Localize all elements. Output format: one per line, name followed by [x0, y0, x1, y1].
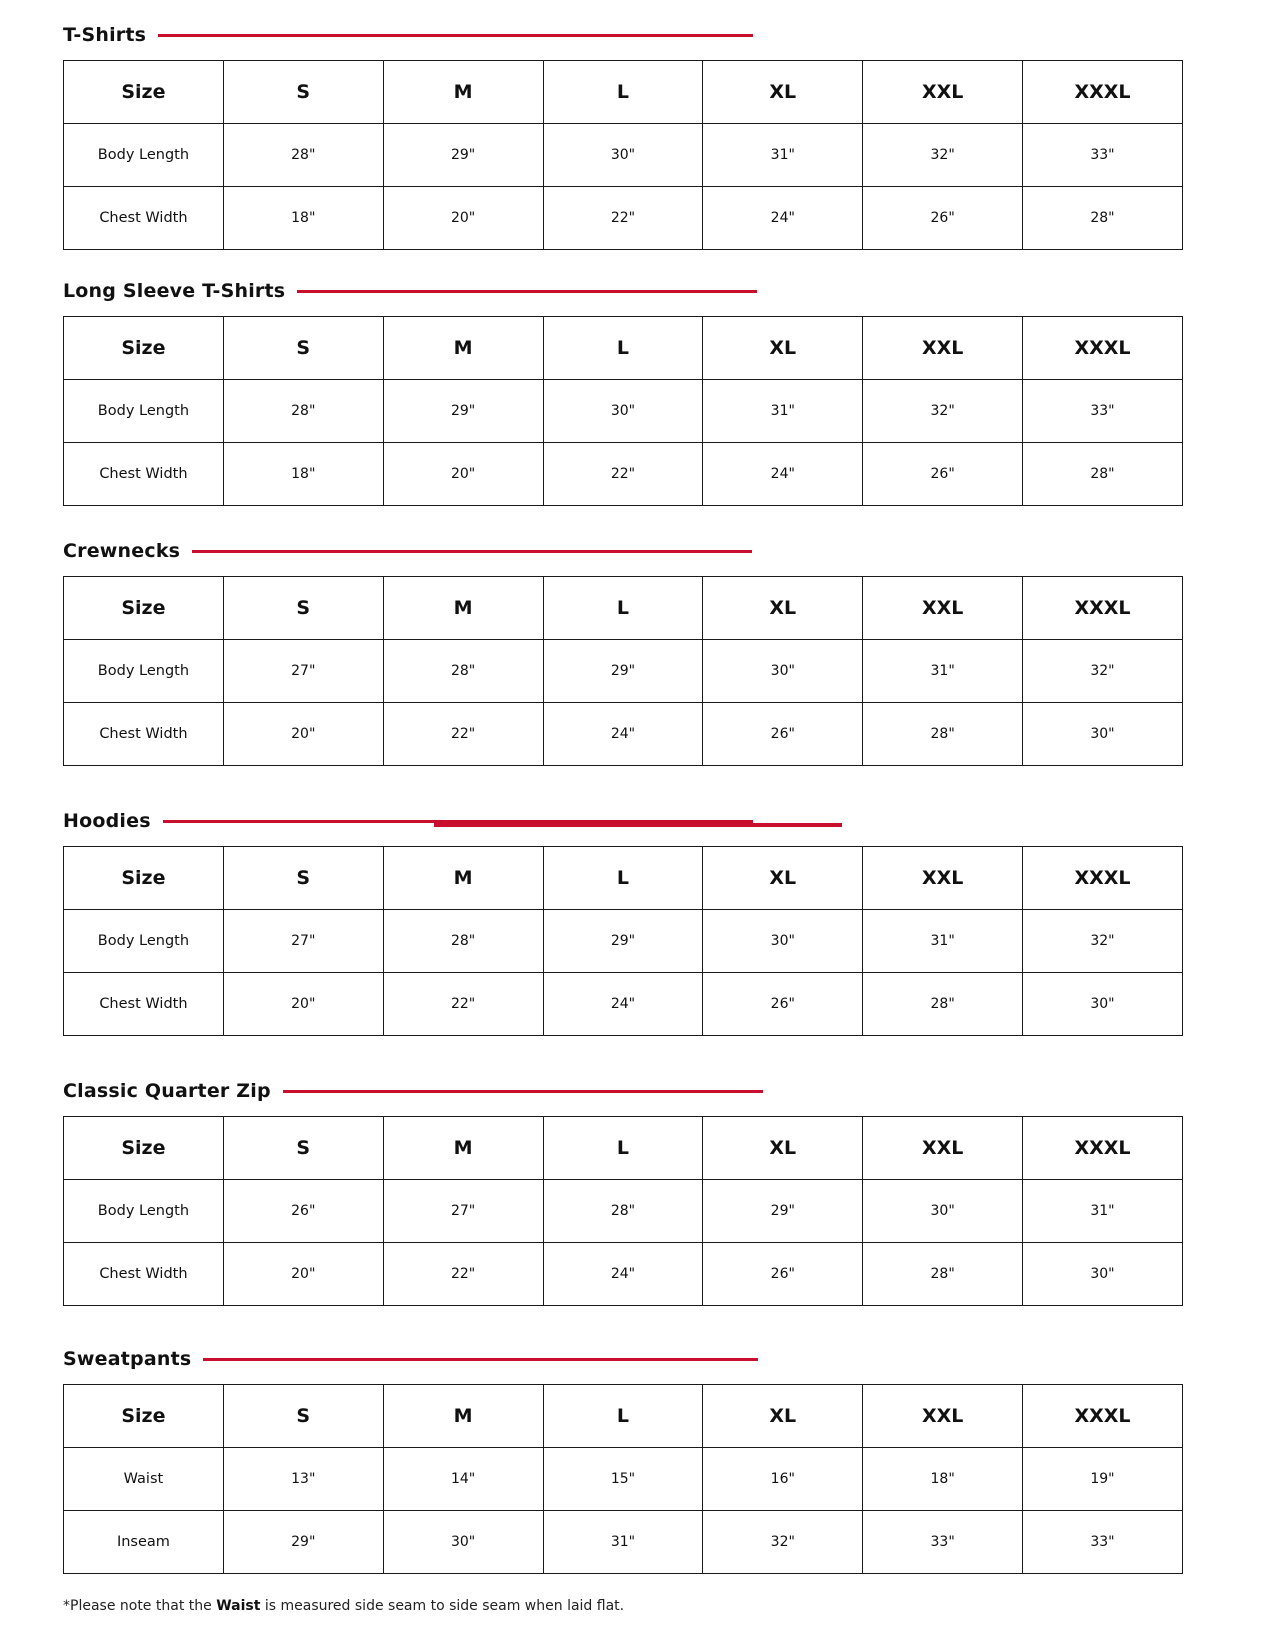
measurement-cell: 30"	[543, 380, 703, 443]
size-header-l: L	[543, 1385, 703, 1448]
table-header-row	[64, 577, 1183, 640]
measurement-cell: 28"	[223, 380, 383, 443]
measurement-cell: 20"	[223, 1243, 383, 1306]
size-header-xl: XL	[703, 61, 863, 124]
size-header-s: S	[223, 317, 383, 380]
size-header-xxl: XXL	[863, 847, 1023, 910]
size-header-xxl: XXL	[863, 1385, 1023, 1448]
table-row	[64, 1180, 1183, 1243]
size-table-t-shirts	[63, 60, 1183, 250]
section-title: Classic Quarter Zip	[63, 1080, 271, 1102]
measurement-cell: 27"	[223, 910, 383, 973]
table-row	[64, 973, 1183, 1036]
measurement-cell: 32"	[863, 380, 1023, 443]
table-header-row	[64, 1117, 1183, 1180]
section-heading	[63, 276, 757, 306]
measurement-cell: 28"	[863, 973, 1023, 1036]
measurement-cell: 32"	[1023, 640, 1183, 703]
measurement-cell: 30"	[1023, 973, 1183, 1036]
size-table-crewnecks	[63, 576, 1183, 766]
measurement-cell: 26"	[703, 703, 863, 766]
size-header-xxl: XXL	[863, 577, 1023, 640]
row-label: Body Length	[64, 124, 224, 187]
measurement-cell: 24"	[543, 703, 703, 766]
section-heading	[63, 1344, 758, 1374]
size-header-xl: XL	[703, 317, 863, 380]
footnote	[63, 1598, 624, 1614]
measurement-cell: 31"	[703, 124, 863, 187]
measurement-cell: 29"	[223, 1511, 383, 1574]
table-header-row	[64, 1385, 1183, 1448]
measurement-cell: 28"	[383, 640, 543, 703]
measurement-cell: 24"	[543, 973, 703, 1036]
table-row	[64, 1448, 1183, 1511]
measurement-cell: 20"	[383, 187, 543, 250]
size-header-xxxl: XXXL	[1023, 61, 1183, 124]
heading-red-rule	[283, 1090, 763, 1093]
measurement-cell: 28"	[223, 124, 383, 187]
row-label: Body Length	[64, 380, 224, 443]
measurement-cell: 26"	[863, 443, 1023, 506]
measurement-cell: 28"	[1023, 187, 1183, 250]
size-header-cell: Size	[64, 317, 224, 380]
section-heading	[63, 536, 752, 566]
table-row	[64, 187, 1183, 250]
measurement-cell: 14"	[383, 1448, 543, 1511]
measurement-cell: 20"	[383, 443, 543, 506]
measurement-cell: 33"	[1023, 124, 1183, 187]
section-heading	[63, 20, 753, 50]
size-header-l: L	[543, 61, 703, 124]
measurement-cell: 30"	[543, 124, 703, 187]
size-header-cell: Size	[64, 61, 224, 124]
table-row	[64, 124, 1183, 187]
table-header-row	[64, 61, 1183, 124]
size-header-cell: Size	[64, 1385, 224, 1448]
table-row	[64, 1243, 1183, 1306]
size-header-xxxl: XXXL	[1023, 577, 1183, 640]
measurement-cell: 22"	[543, 187, 703, 250]
size-header-xxxl: XXXL	[1023, 317, 1183, 380]
footnote-bold: Waist	[216, 1598, 261, 1614]
row-label: Chest Width	[64, 443, 224, 506]
measurement-cell: 28"	[383, 910, 543, 973]
section-title: Sweatpants	[63, 1348, 192, 1370]
measurement-cell: 29"	[383, 124, 543, 187]
measurement-cell: 33"	[863, 1511, 1023, 1574]
table-row	[64, 640, 1183, 703]
table-row	[64, 1511, 1183, 1574]
row-label: Body Length	[64, 640, 224, 703]
size-table-sweatpants	[63, 1384, 1183, 1574]
measurement-cell: 26"	[863, 187, 1023, 250]
table-row	[64, 443, 1183, 506]
size-header-s: S	[223, 1385, 383, 1448]
row-label: Body Length	[64, 910, 224, 973]
stray-red-rule	[434, 823, 842, 827]
measurement-cell: 15"	[543, 1448, 703, 1511]
size-header-xl: XL	[703, 847, 863, 910]
measurement-cell: 29"	[543, 910, 703, 973]
row-label: Chest Width	[64, 703, 224, 766]
measurement-cell: 28"	[543, 1180, 703, 1243]
size-header-s: S	[223, 847, 383, 910]
measurement-cell: 33"	[1023, 380, 1183, 443]
measurement-cell: 30"	[1023, 703, 1183, 766]
size-header-xxl: XXL	[863, 317, 1023, 380]
size-header-l: L	[543, 1117, 703, 1180]
row-label: Chest Width	[64, 973, 224, 1036]
measurement-cell: 30"	[383, 1511, 543, 1574]
table-row	[64, 910, 1183, 973]
measurement-cell: 30"	[863, 1180, 1023, 1243]
measurement-cell: 32"	[863, 124, 1023, 187]
measurement-cell: 22"	[383, 1243, 543, 1306]
heading-red-rule	[158, 34, 753, 37]
row-label: Inseam	[64, 1511, 224, 1574]
measurement-cell: 33"	[1023, 1511, 1183, 1574]
size-header-xxl: XXL	[863, 1117, 1023, 1180]
measurement-cell: 29"	[703, 1180, 863, 1243]
measurement-cell: 31"	[1023, 1180, 1183, 1243]
measurement-cell: 24"	[543, 1243, 703, 1306]
section-title: Long Sleeve T-Shirts	[63, 280, 286, 302]
row-label: Chest Width	[64, 1243, 224, 1306]
measurement-cell: 30"	[703, 640, 863, 703]
measurement-cell: 19"	[1023, 1448, 1183, 1511]
row-label: Body Length	[64, 1180, 224, 1243]
size-header-s: S	[223, 61, 383, 124]
heading-red-rule	[203, 1358, 758, 1361]
measurement-cell: 27"	[223, 640, 383, 703]
size-table-long-sleeve-t-shirts	[63, 316, 1183, 506]
size-header-l: L	[543, 847, 703, 910]
measurement-cell: 31"	[543, 1511, 703, 1574]
size-header-cell: Size	[64, 1117, 224, 1180]
table-row	[64, 380, 1183, 443]
size-header-cell: Size	[64, 847, 224, 910]
size-header-m: M	[383, 847, 543, 910]
measurement-cell: 29"	[383, 380, 543, 443]
size-header-cell: Size	[64, 577, 224, 640]
size-header-m: M	[383, 1385, 543, 1448]
size-header-s: S	[223, 1117, 383, 1180]
size-header-xxxl: XXXL	[1023, 847, 1183, 910]
measurement-cell: 30"	[1023, 1243, 1183, 1306]
measurement-cell: 20"	[223, 703, 383, 766]
table-header-row	[64, 847, 1183, 910]
measurement-cell: 18"	[223, 443, 383, 506]
size-header-xxxl: XXXL	[1023, 1385, 1183, 1448]
measurement-cell: 24"	[703, 443, 863, 506]
row-label: Chest Width	[64, 187, 224, 250]
footnote-prefix: *Please note that the	[63, 1598, 217, 1614]
size-header-m: M	[383, 577, 543, 640]
size-header-xxl: XXL	[863, 61, 1023, 124]
footnote-suffix: is measured side seam to side seam when laid flat.	[260, 1598, 625, 1614]
measurement-cell: 29"	[543, 640, 703, 703]
size-header-l: L	[543, 577, 703, 640]
section-title: T-Shirts	[63, 24, 147, 46]
measurement-cell: 32"	[1023, 910, 1183, 973]
size-header-l: L	[543, 317, 703, 380]
row-label: Waist	[64, 1448, 224, 1511]
size-table-hoodies	[63, 846, 1183, 1036]
measurement-cell: 31"	[863, 910, 1023, 973]
measurement-cell: 20"	[223, 973, 383, 1036]
measurement-cell: 26"	[703, 1243, 863, 1306]
size-header-m: M	[383, 61, 543, 124]
measurement-cell: 18"	[863, 1448, 1023, 1511]
section-heading	[63, 806, 753, 836]
size-table-classic-quarter-zip	[63, 1116, 1183, 1306]
size-header-xxxl: XXXL	[1023, 1117, 1183, 1180]
heading-red-rule	[192, 550, 752, 553]
measurement-cell: 22"	[383, 703, 543, 766]
section-title: Hoodies	[63, 810, 151, 832]
size-header-xl: XL	[703, 1117, 863, 1180]
table-header-row	[64, 317, 1183, 380]
measurement-cell: 13"	[223, 1448, 383, 1511]
size-header-xl: XL	[703, 577, 863, 640]
size-header-m: M	[383, 317, 543, 380]
size-header-xl: XL	[703, 1385, 863, 1448]
section-heading	[63, 1076, 763, 1106]
size-header-s: S	[223, 577, 383, 640]
measurement-cell: 31"	[863, 640, 1023, 703]
measurement-cell: 24"	[703, 187, 863, 250]
table-row	[64, 703, 1183, 766]
measurement-cell: 28"	[1023, 443, 1183, 506]
measurement-cell: 22"	[543, 443, 703, 506]
measurement-cell: 30"	[703, 910, 863, 973]
section-title: Crewnecks	[63, 540, 181, 562]
measurement-cell: 26"	[703, 973, 863, 1036]
measurement-cell: 32"	[703, 1511, 863, 1574]
measurement-cell: 31"	[703, 380, 863, 443]
measurement-cell: 26"	[223, 1180, 383, 1243]
measurement-cell: 28"	[863, 1243, 1023, 1306]
measurement-cell: 16"	[703, 1448, 863, 1511]
heading-red-rule	[297, 290, 757, 293]
measurement-cell: 28"	[863, 703, 1023, 766]
measurement-cell: 18"	[223, 187, 383, 250]
size-header-m: M	[383, 1117, 543, 1180]
measurement-cell: 22"	[383, 973, 543, 1036]
measurement-cell: 27"	[383, 1180, 543, 1243]
